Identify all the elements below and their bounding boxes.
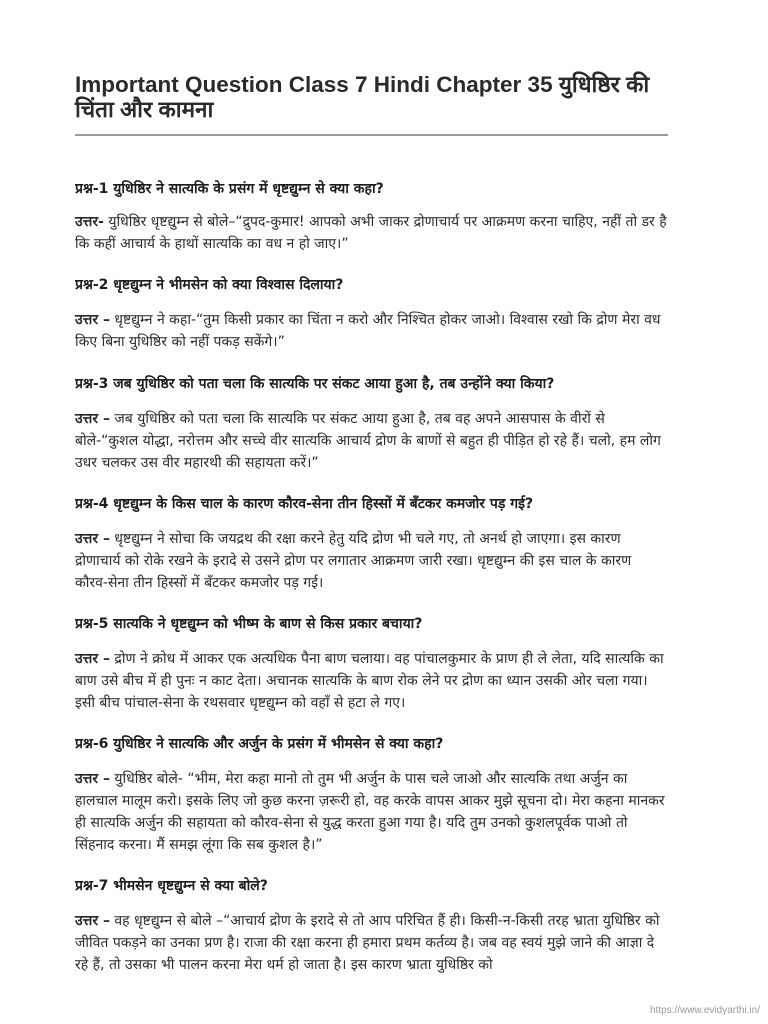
question-3 xyxy=(75,374,668,474)
answer-body: वह धृष्टद्युम्न से बोले –“आचार्य द्रोण के इरादे से तो आप परिचित हैं ही। किसी-न-किसी तरह भ्राता युधिष्ठिर को जीवित पकड़ने का उनका प्रण है। राजा की रक्षा करना ही हमारा प्रथम कर्तव्य है। जब वह स्वयं मुझे जाने की आज्ञा दे रहे हैं, तो उसका भी पालन करना मेरा धर्म हो जाता है। इस कारण भ्राता युधिष्ठिर को xyxy=(75,913,660,973)
answer-label: उत्तर – xyxy=(75,531,110,547)
answer-text xyxy=(75,910,668,976)
answer-text xyxy=(75,648,668,714)
footer-url: https://www.evidyarthi.in/ xyxy=(649,1005,760,1016)
question-6 xyxy=(75,734,668,856)
answer-body: युधिष्ठिर धृष्टद्युम्न से बोले–“द्रुपद-कुमार! आपको अभी जाकर द्रोणाचार्य पर आक्रमण करना चाहिए, नहीं तो डर है कि कहीं आचार्य के हाथों सात्यकि का वध न हो जाए।” xyxy=(75,214,667,252)
answer-body: युधिष्ठिर बोले- “भीम, मेरा कहा मानो तो तुम भी अर्जुन के पास चले जाओ और सात्यकि तथा अर्जुन का हालचाल मालूम करो। इसके लिए जो कुछ करना ज़रूरी हो, वह करके वापस आकर मुझे सूचना दो। मेरा कहना मानकर ही सात्यकि अर्जुन की सहायता को कौरव-सेना से युद्ध करता हुआ गया है। यदि तुम उनको कुशलपूर्वक पाओ तो सिंहनाद करना। मैं समझ लूंगा कि सब कुशल है।” xyxy=(75,771,665,853)
answer-text xyxy=(75,211,668,255)
answer-body: द्रोण ने क्रोध में आकर एक अत्यधिक पैना बाण चलाया। वह पांचालकुमार के प्राण ही ले लेता, यदि सात्यकि का बाण उसे बीच में ही पुनः न काट देता। अचानक सात्यकि के बाण रोक लेने पर द्रोण का ध्यान उसकी ओर चला गया। इसी बीच पांचाल-सेना के रथसवार धृष्टद्युम्न को वहाँ से हटा ले गए। xyxy=(75,651,664,711)
answer-label: उत्तर – xyxy=(75,913,110,929)
answer-label: उत्तर- xyxy=(75,214,104,230)
answer-label: उत्तर – xyxy=(75,411,110,427)
title-divider xyxy=(75,134,668,136)
answer-text xyxy=(75,309,668,353)
question-1 xyxy=(75,179,668,255)
answer-body: धृष्टद्युम्न ने कहा-“तुम किसी प्रकार का चिंता न करो और निश्चित होकर जाओ। विश्वास रखो कि द्रोण मेरा वध किए बिना युधिष्ठिर को नहीं पकड़ सकेंगे।” xyxy=(75,312,661,350)
question-text: प्रश्न-6 युधिष्ठिर ने सात्यकि और अर्जुन के प्रसंग में भीमसेन से क्या कहा? xyxy=(75,736,444,752)
answer-text xyxy=(75,528,668,594)
question-text: प्रश्न-4 धृष्टद्युम्न के किस चाल के कारण कौरव-सेना तीन हिस्सों में बँटकर कमजोर पड़ गई? xyxy=(75,496,534,512)
answer-body: धृष्टद्युम्न ने सोचा कि जयद्रथ की रक्षा करने हेतु यदि द्रोण भी चले गए, तो अनर्थ हो जाएगा। इस कारण द्रोणाचार्य को रोके रखने के इरादे से उसने द्रोण पर लगातार आक्रमण जारी रखा। धृष्टद्युम्न की इस चाल के कारण कौरव-सेना तीन हिस्सों में बँटकर कमजोर पड़ गई। xyxy=(75,531,632,591)
document-page xyxy=(75,0,668,976)
answer-text xyxy=(75,768,668,856)
question-4 xyxy=(75,494,668,594)
question-text: प्रश्न-1 युधिष्ठिर ने सात्यकि के प्रसंग में धृष्टद्युम्न से क्या कहा? xyxy=(75,181,384,197)
question-text: प्रश्न-5 सात्यकि ने धृष्टद्युम्न को भीष्म के बाण से किस प्रकार बचाया? xyxy=(75,616,423,632)
question-5 xyxy=(75,614,668,714)
question-text: प्रश्न-7 भीमसेन धृष्टद्युम्न से क्या बोले? xyxy=(75,878,268,894)
answer-label: उत्तर – xyxy=(75,651,110,667)
answer-text xyxy=(75,408,668,474)
answer-body: जब युधिष्ठिर को पता चला कि सात्यकि पर संकट आया हुआ है, तब वह अपने आसपास के वीरों से बोले-“कुशल योद्धा, नरोत्तम और सच्चे वीर सात्यकि आचार्य द्रोण के बाणों से बहुत ही पीड़ित हो रहे हैं। चलो, हम लोग उधर चलकर उस वीर महारथी की सहायता करें।” xyxy=(75,411,661,471)
answer-label: उत्तर – xyxy=(75,771,110,787)
answer-label: उत्तर – xyxy=(75,312,110,328)
question-text: प्रश्न-3 जब युधिष्ठिर को पता चला कि सात्यकि पर संकट आया हुआ है, तब उन्होंने क्या किया? xyxy=(75,376,555,392)
page-title: Important Question Class 7 Hindi Chapter 35 युधिष्ठिर की चिंता और कामना xyxy=(75,72,650,122)
question-7 xyxy=(75,876,668,976)
question-2 xyxy=(75,275,668,353)
question-text: प्रश्न-2 धृष्टद्युम्न ने भीमसेन को क्या विश्वास दिलाया? xyxy=(75,277,344,293)
